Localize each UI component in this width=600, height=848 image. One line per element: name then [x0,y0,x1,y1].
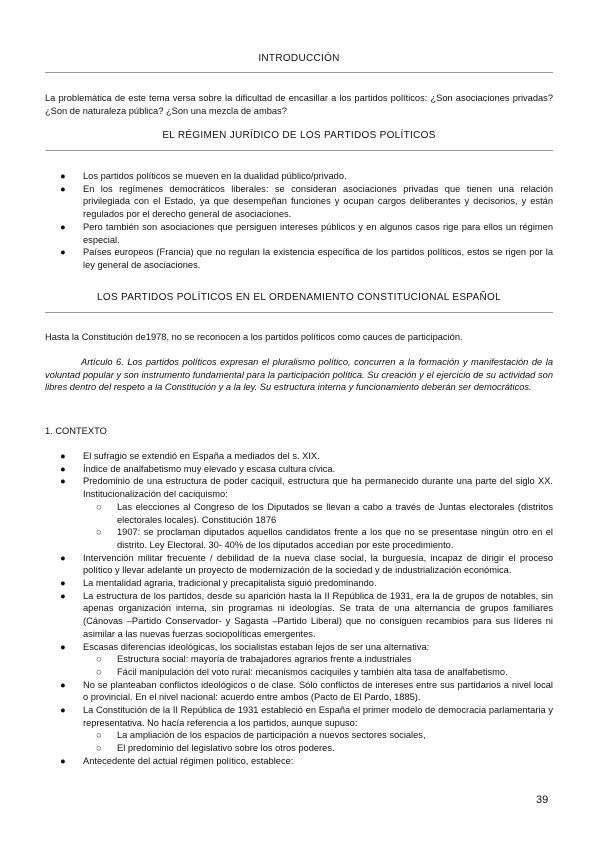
list-item-text: Estructura social: mayoría de trabajadores agrarios frente a industriales [117,654,412,665]
list-item-text: Fácil manipulación del voto rural: mecanismos caciquiles y también alta tasa de analfabetismo. [117,666,508,677]
bullet-icon: ● [60,221,66,232]
intro-paragraph: La problemática de este tema versa sobre la dificultad de encasillar a los partidos políticos: ¿Son asociaciones privadas? ¿Son de naturaleza pública? ¿Son una mezcla de ambas? [45,93,553,116]
list-item [45,475,553,551]
list-item [45,577,553,590]
sub-list [83,501,553,552]
list-item-text: 1907: se proclaman diputados aquellos candidatos frente a los que no se presentase ningún otro en el distrito. Ley Electoral. 30- 40% de los diputados accedían por este procedimiento. [117,527,553,550]
list-item-text: Pero también son asociaciones que persiguen intereses públicos y en algunos casos rige para ellos un régimen especial. [83,221,553,245]
list-item [45,450,553,463]
bullet-icon: ● [60,552,66,563]
hollow-bullet-icon: ○ [96,743,102,754]
list-item [45,679,553,704]
bullet-icon: ● [60,705,66,716]
section-heading-regimen: EL RÉGIMEN JURÍDICO DE LOS PARTIDOS POLÍTICOS [162,130,436,141]
section-rule [45,150,553,151]
bullet-icon: ● [60,476,66,487]
list-item-text: Predominio de una estructura de poder caciquil, estructura que ha permanecido durante una parte del siglo XX. Institucionalización del caciquismo: [83,476,553,500]
hollow-bullet-icon: ○ [96,501,102,512]
list-item [45,170,553,183]
list-item [45,755,553,768]
bullet-icon: ● [60,590,66,601]
regimen-bullet-list [45,170,553,272]
bullet-icon: ● [60,679,66,690]
title-rule [45,72,553,73]
bullet-icon: ● [60,755,66,766]
sub-list-item [83,501,553,526]
list-item [45,246,553,271]
list-item [45,552,553,577]
list-item [45,221,553,246]
hollow-bullet-icon: ○ [96,730,102,741]
list-item-text: La Constitución de la II República de 1931 estableció en España el primer modelo de democracia parlamentaria y representativa. No hacía referencia a los partidos, aunque supuso: [83,705,553,728]
list-item-text: La mentalidad agraria, tradicional y precapitalista siguió predominando. [83,578,377,589]
list-item [45,590,553,641]
sub-list-item [83,742,553,755]
context-bullet-list [45,450,553,768]
article-quote [45,356,553,394]
page-number: 39 [536,794,549,806]
bullet-icon: ● [60,247,66,258]
sub-list [83,729,553,754]
bullet-icon: ● [60,641,66,652]
bullet-icon: ● [60,171,66,181]
sub-list-item [83,526,553,551]
constitution-paragraph: Hasta la Constitución de1978, no se reconocen a los partidos políticos como cauces de participación. [45,332,463,342]
section-heading-ordenamiento: LOS PARTIDOS POLÍTICOS EN EL ORDENAMIENTO CONSTITUCIONAL ESPAÑOL [97,292,501,303]
bullet-icon: ● [60,463,66,474]
list-item-text: Las elecciones al Congreso de los Diputados se llevan a cabo a través de Juntas electorales (distritos electorales locales). Constitución 1876 [117,501,553,525]
bullet-icon: ● [60,451,66,461]
list-item [45,183,553,221]
bullet-icon: ● [60,183,66,194]
bullet-icon: ● [60,578,66,589]
hollow-bullet-icon: ○ [96,527,102,538]
list-item-text: La estructura de los partidos, desde su aparición hasta la II República de 1931, era la de grupos de notables, sin apenas organización interna, sin programas ni ideologías. Se trata de una alternancia de grupos familiares (Cánovas –Partido Conservador- y Sagasta –Partido Liberal) que no consiguen recambios para sus líderes ni asimilar a las nuevas fuerzas sociopolíticas emergentes. [83,590,553,639]
section-rule [45,312,553,313]
hollow-bullet-icon: ○ [96,666,102,677]
list-item-text: No se planteaban conflictos ideológicos o de clase. Sólo conflictos de intereses entre sus partidarios a nivel local o provincial. En el nivel nacional: acuerdo entre ambos (Pacto de El Pardo, 1885). [83,679,553,703]
list-item-text: En los regímenes democráticos liberales: se consideran asociaciones privadas que tienen una relación privilegiada con el Estado, ya que desempeñan funciones y ocupan cargos deliberantes y decisorios, y están regulados por el derecho general de asociaciones. [83,183,553,220]
list-item [45,463,553,476]
list-item [45,641,553,679]
list-item-text: El sufragio se extendió en España a mediados del s. XIX. [83,451,320,461]
list-item-text: El predominio del legislativo sobre los otros poderes. [117,743,335,754]
list-item-text: La ampliación de los espacios de participación a nuevos sectores sociales, [117,730,426,741]
list-item-text: Los partidos políticos se mueven en la dualidad público/privado. [83,171,347,181]
list-item-text: Intervención militar frecuente / debilidad de la nueva clase social, la burguesía, incapaz de dirigir el proceso político y llevar adelante un proyecto de modernización de la sociedad y de industrialización económica. [83,552,553,576]
sub-list-item [83,666,553,679]
list-item-text: Antecedente del actual régimen político, establece: [83,755,294,766]
list-item-text: Escasas diferencias ideológicas, los socialistas estaban lejos de ser una alternativa: [83,641,430,652]
list-item-text: Índice de analfabetismo muy elevado y escasa cultura cívica. [83,463,336,474]
context-heading: 1. CONTEXTO [45,426,107,436]
hollow-bullet-icon: ○ [96,654,102,665]
sub-list [83,653,553,678]
article-quote-text: Artículo 6. Los partidos políticos expresan el pluralismo político, concurren a la formación y manifestación de la voluntad popular y son instrumento fundamental para la participación política. Su creación y el ejercicio de su actividad son libres dentro del respeto a la Constitución y a la ley. Su estructura interna y funcionamiento deberán ser democráticos. [45,357,553,393]
list-item [45,704,553,755]
sub-list-item [83,653,553,666]
page-title: INTRODUCCIÓN [258,53,340,64]
list-item-text: Países europeos (Francia) que no regulan la existencia específica de los partidos políticos, estos se rigen por la ley general de asociaciones. [83,247,553,270]
sub-list-item [83,729,553,742]
